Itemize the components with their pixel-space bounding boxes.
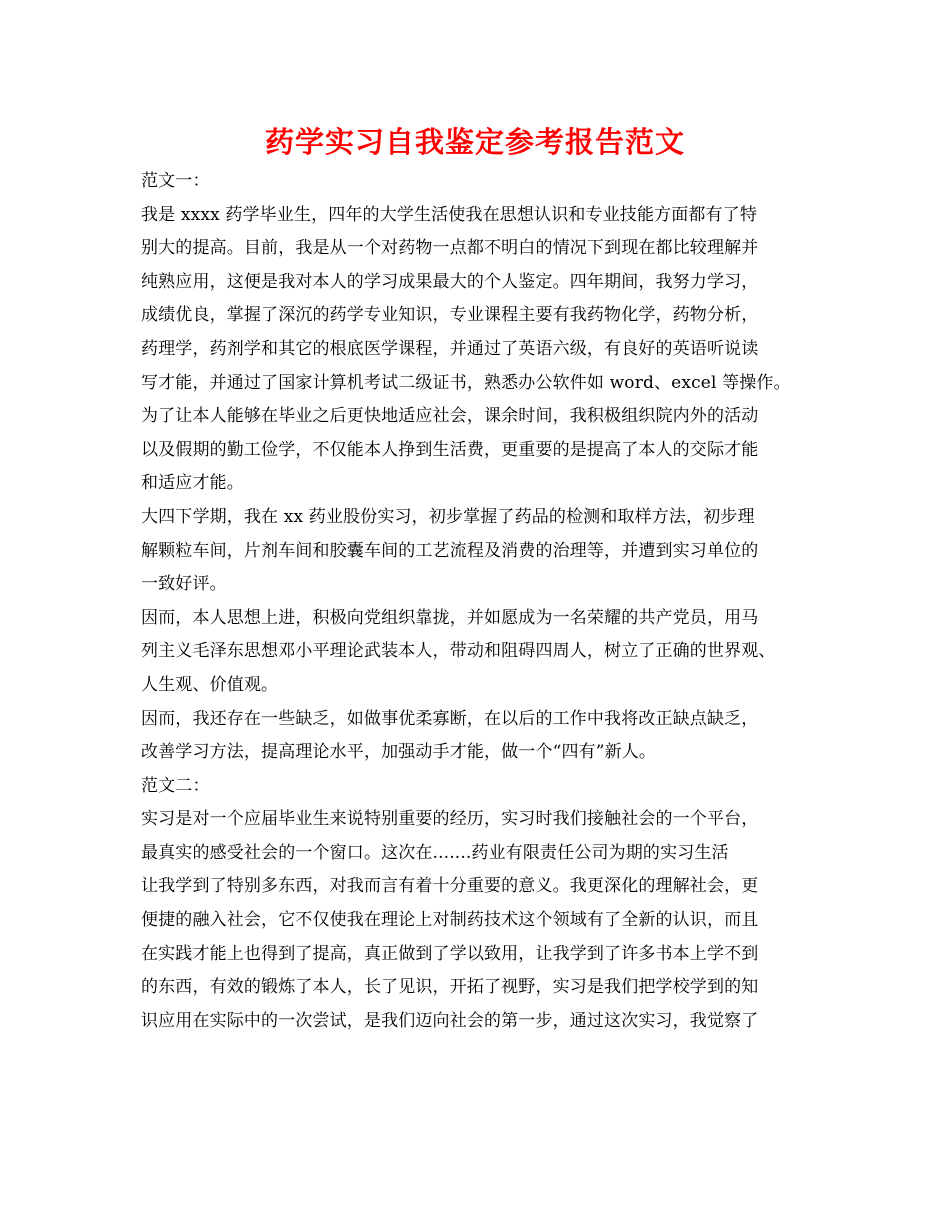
text-line: 改善学习方法，提高理论水平，加强动手才能，做一个“四有”新人。 [141,742,657,763]
text-line: 成绩优良，掌握了深沉的药学专业知识，专业课程主要有我药物化学，药物分析， [141,305,759,326]
text-line: 因而，我还存在一些缺乏，如做事优柔寡断，在以后的工作中我将改正缺点缺乏， [141,708,759,729]
text-line: 范文二： [141,775,210,796]
text-line: 在实践才能上也得到了提高，真正做到了学以致用，让我学到了许多书本上学不到 [141,943,759,964]
text-line: 一致好评。 [141,574,227,595]
text-line: 以及假期的勤工俭学，不仅能本人挣到生活费，更重要的是提高了本人的交际才能 [141,439,759,460]
text-line: 最真实的感受社会的一个窗口。这次在.......药业有限责任公司为期的实习生活 [141,842,729,863]
text-line: 解颗粒车间，片剂车间和胶囊车间的工艺流程及消费的治理等，并遭到实习单位的 [141,540,759,561]
text-line: 别大的提高。目前，我是从一个对药物一点都不明白的情况下到现在都比较理解并 [141,238,759,259]
text-line: 让我学到了特别多东西，对我而言有着十分重要的意义。我更深化的理解社会，更 [141,876,759,897]
text-line: 为了让本人能够在毕业之后更快地适应社会，课余时间，我积极组织院内外的活动 [141,406,759,427]
text-line: 的东西，有效的锻炼了本人，长了见识，开拓了视野，实习是我们把学校学到的知 [141,977,759,998]
text-line: 列主义毛泽东思想邓小平理论武装本人，带动和阻碍四周人，树立了正确的世界观、 [141,641,776,662]
text-line: 识应用在实际中的一次尝试，是我们迈向社会的第一步，通过这次实习，我觉察了 [141,1010,759,1031]
text-line: 纯熟应用，这便是我对本人的学习成果最大的个人鉴定。四年期间，我努力学习， [141,271,759,292]
text-line: 药理学，药剂学和其它的根底医学课程，并通过了英语六级，有良好的英语听说读 [141,338,759,359]
document-title: 药学实习自我鉴定参考报告范文 [264,125,685,159]
document-body [141,165,831,1038]
text-line: 便捷的融入社会，它不仅使我在理论上对制药技术这个领域有了全新的认识，而且 [141,910,759,931]
text-line: 因而，本人思想上进，积极向党组织靠拢，并如愿成为一名荣耀的共产党员，用马 [141,607,759,628]
text-line: 范文一： [141,171,210,191]
text-line: 人生观、价值观。 [141,674,279,695]
text-line: 写才能，并通过了国家计算机考试二级证书，熟悉办公软件如 word、excel 等操作。 [141,372,791,393]
text-line: 和适应才能。 [141,473,244,494]
text-line: 大四下学期，我在 xx 药业股份实习，初步掌握了药品的检测和取样方法，初步理 [141,506,755,527]
text-line: 实习是对一个应届毕业生来说特别重要的经历，实习时我们接触社会的一个平台， [141,809,759,830]
text-line: 我是 xxxx 药学毕业生，四年的大学生活使我在思想认识和专业技能方面都有了特 [141,204,758,225]
